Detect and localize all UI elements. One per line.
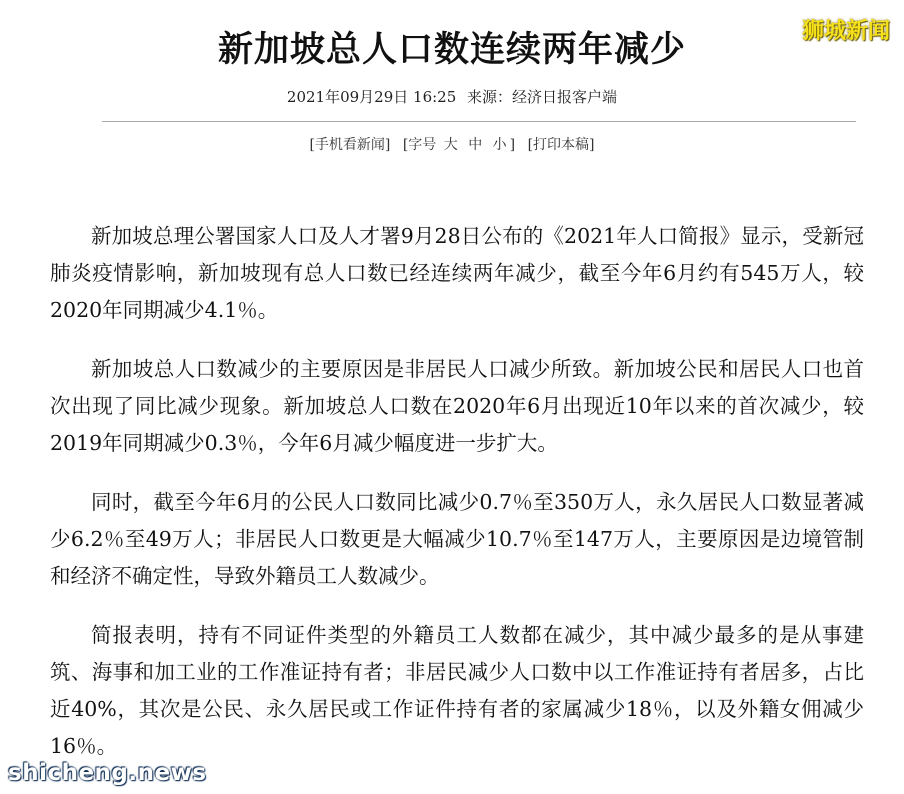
mobile-news-link[interactable]: [手机看新闻] [309,137,391,153]
article-paragraph: 新加坡总理公署国家人口及人才署9月28日公布的《2021年人口简报》显示，受新冠肺炎疫情影响，新加坡现有总人口数已经连续两年减少，截至今年6月约有545万人，较2020年同期减少4.1％。 [50,224,864,322]
article-paragraph: 简报表明，持有不同证件类型的外籍员工人数都在减少，其中减少最多的是从事建筑、海事和加工业的工作准证持有者；非居民减少人口数中以工作准证持有者居多，占比近40%，其次是公民、永久居民或工作证件持有者的家属减少18％，以及外籍女佣减少16％。 [50,623,864,758]
watermark: shicheng.news [8,760,207,786]
divider [102,121,856,122]
font-size-large[interactable]: 大 [443,137,458,153]
font-size-close: ] [509,137,516,153]
article-title: 新加坡总人口数连续两年减少 [217,29,686,70]
font-size-label: [字号 [402,137,437,153]
article-paragraph: 同时，截至今年6月的公民人口数同比减少0.7％至350万人，永久居民人口数显著减少6.2％至49万人；非居民人口数更是大幅减少10.7％至147万人，主要原因是边境管制和经济不确定性，导致外籍员工人数减少。 [50,490,864,588]
article-paragraph: 新加坡总人口数减少的主要原因是非居民人口减少所致。新加坡公民和居民人口也首次出现了同比减少现象。新加坡总人口数在2020年6月出现近10年以来的首次减少，较2019年同期减少0.3％，今年6月减少幅度进一步扩大。 [50,357,864,455]
article-meta [0,86,904,107]
article-source: 来源：经济日报客户端 [467,88,618,106]
font-size-group [403,137,520,153]
print-link[interactable]: [打印本稿] [527,137,595,153]
article-toolbar [0,134,904,154]
font-size-small[interactable]: 小 [492,137,507,153]
article-body [50,218,864,787]
article-datetime: 2021年09月29日 16:25 [286,88,457,106]
brand-logo: 狮城新闻 [801,19,890,44]
font-size-medium[interactable]: 中 [468,137,483,153]
